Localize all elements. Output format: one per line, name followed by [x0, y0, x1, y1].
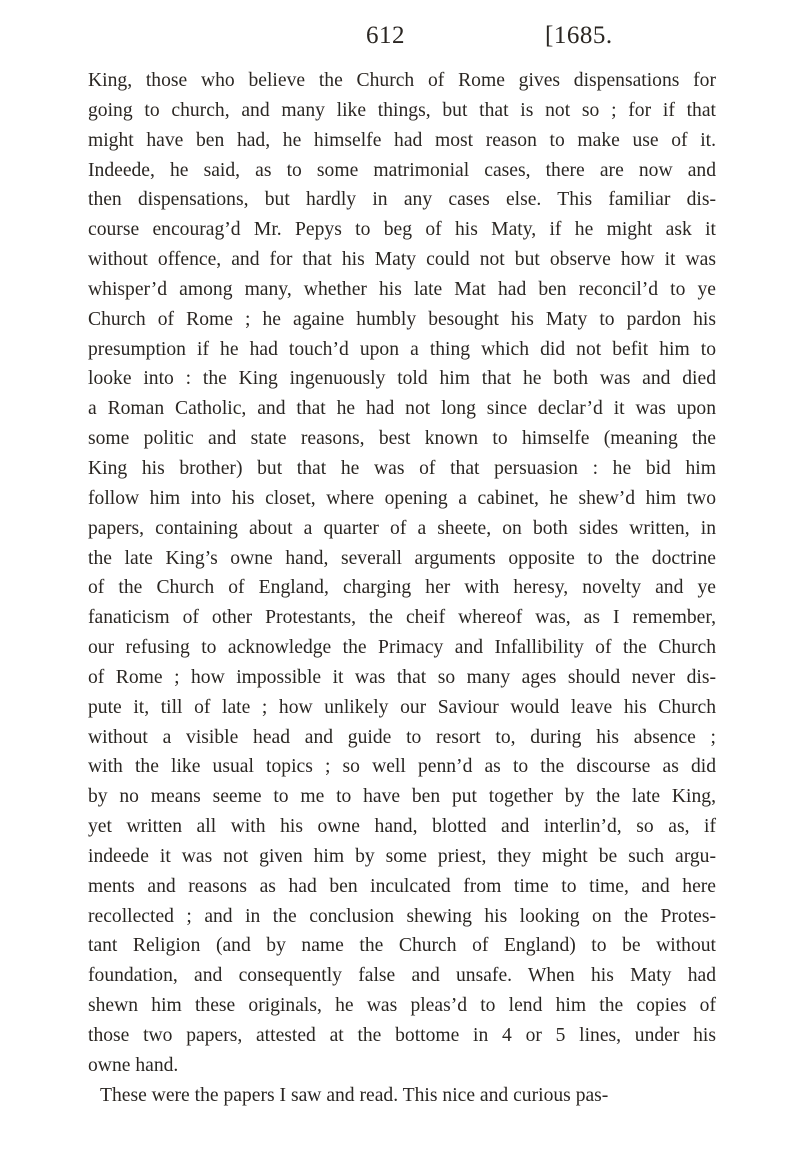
text-line: owne hand.: [88, 1054, 179, 1076]
year-marker: [1685.: [545, 22, 613, 49]
text-line: yet written all with his owne hand, blotted and interlin’d, so as, if: [88, 816, 716, 838]
text-line: without a visible head and guide to resort to, during his absence ;: [88, 726, 716, 748]
text-line: indeede it was not given him by some priest, they might be such argu-: [88, 845, 716, 867]
text-line: tant Religion (and by name the Church of England) to be without: [88, 935, 716, 957]
text-line: recollected ; and in the conclusion shewing his looking on the Protes-: [88, 905, 716, 927]
text-line: papers, containing about a quarter of a sheete, on both sides written, in: [88, 517, 716, 539]
text-line: our refusing to acknowledge the Primacy and Infallibility of the Church: [88, 637, 716, 659]
text-line: pute it, till of late ; how unlikely our Saviour would leave his Church: [88, 696, 716, 718]
page-number: 612: [366, 22, 405, 49]
body-text: [88, 66, 716, 1111]
text-line: might have ben had, he himselfe had most reason to make use of it.: [88, 129, 716, 151]
text-line: some politic and state reasons, best known to himselfe (meaning the: [88, 428, 716, 450]
text-line: with the like usual topics ; so well penn’d as to the discourse as did: [88, 756, 716, 778]
text-line: Church of Rome ; he againe humbly besought his Maty to pardon his: [88, 308, 716, 330]
text-line: going to church, and many like things, but that is not so ; for if that: [88, 99, 716, 121]
text-line: follow him into his closet, where opening a cabinet, he shew’d him two: [88, 487, 716, 509]
text-line: presumption if he had touch’d upon a thing which did not befit him to: [88, 338, 716, 360]
text-line: whisper’d among many, whether his late Mat had ben reconcil’d to ye: [88, 278, 716, 300]
text-line: King, those who believe the Church of Rome gives dispensations for: [88, 70, 716, 91]
text-line: fanaticism of other Protestants, the cheif whereof was, as I remember,: [88, 607, 716, 629]
text-line: Indeede, he said, as to some matrimonial cases, there are now and: [88, 159, 716, 181]
text-line: then dispensations, but hardly in any cases else. This familiar dis-: [88, 189, 716, 211]
text-line: shewn him these originals, he was pleas’d to lend him the copies of: [88, 995, 716, 1017]
text-line: ments and reasons as had ben inculcated from time to time, and here: [88, 875, 716, 897]
text-line: without offence, and for that his Maty could not but observe how it was: [88, 249, 716, 271]
text-line: These were the papers I saw and read. This nice and curious pas-: [100, 1084, 609, 1106]
text-line: by no means seeme to me to have ben put together by the late King,: [88, 786, 716, 808]
text-line: looke into : the King ingenuously told him that he both was and died: [88, 368, 716, 390]
text-line: course encourag’d Mr. Pepys to beg of his Maty, if he might ask it: [88, 219, 716, 241]
text-line: a Roman Catholic, and that he had not long since declar’d it was upon: [88, 398, 716, 420]
text-line: the late King’s owne hand, severall arguments opposite to the doctrine: [88, 547, 716, 569]
text-line: of Rome ; how impossible it was that so many ages should never dis-: [88, 666, 716, 688]
text-line: King his brother) but that he was of that persuasion : he bid him: [88, 457, 716, 479]
text-line: of the Church of England, charging her with heresy, novelty and ye: [88, 577, 716, 599]
text-line: those two papers, attested at the bottome in 4 or 5 lines, under his: [88, 1025, 716, 1046]
page-header: [0, 22, 800, 58]
text-line: foundation, and consequently false and unsafe. When his Maty had: [88, 965, 716, 987]
